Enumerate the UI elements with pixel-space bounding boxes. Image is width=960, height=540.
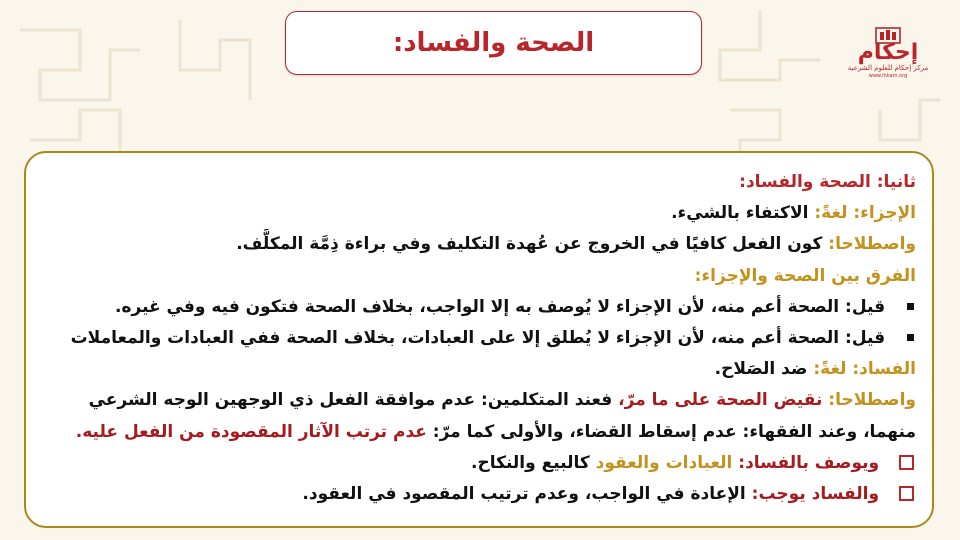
logo-name: إحكام — [857, 40, 919, 65]
bullet-item — [38, 292, 916, 323]
page-title: الصحة والفساد: — [392, 28, 595, 58]
content-panel — [24, 151, 934, 528]
fasad-istilah-highlight: نقيض الصحة على ما مرّ، — [618, 390, 823, 411]
fasad-lugha-label: الفساد: لغةً: — [813, 359, 916, 380]
ijza-lugha-line — [38, 198, 916, 229]
checkbox-icon — [899, 486, 914, 501]
fasad-istilah-line — [38, 385, 916, 416]
check-text: الإعادة في الواجب، وعدم ترتيب المقصود في العقود. — [302, 483, 746, 504]
ijza-lugha-label: الإجزاء: لغةً: — [814, 203, 916, 224]
check-label: ويوصف بالفساد: — [738, 452, 880, 473]
logo-url: www.ihkam.org — [868, 73, 908, 79]
fasad-continued-highlight: عدم ترتب الآثار المقصودة من الفعل عليه. — [75, 421, 427, 442]
ijza-istilah-text: كون الفعل كافيًا في الخروج عن عُهدة التكليف وفي براءة ذِمَّة المكلَّف. — [236, 234, 823, 255]
check-label: والفساد يوجب: — [751, 483, 880, 504]
fasad-lugha-text: ضد الصَلاح. — [714, 359, 808, 380]
check-item — [38, 479, 916, 510]
ihkam-logo — [838, 26, 938, 96]
fasad-continued-text: منهما، وعند الفقهاء: عدم إسقاط القضاء، والأولى كما مرّ: — [432, 421, 916, 442]
bullet-square-icon — [907, 303, 914, 310]
bullet-text: قيل: الصحة أعم منه، لأن الإجزاء لا يُطلق إلا على العبادات، بخلاف الصحة ففي العبادات والمعاملات — [70, 327, 886, 348]
title-box — [285, 11, 702, 75]
difference-heading: الفرق بين الصحة والإجزاء: — [694, 265, 916, 286]
fasad-lugha-line — [38, 354, 916, 385]
fasad-istilah-text: فعند المتكلمين: عدم موافقة الفعل ذي الوجهين الوجه الشرعي — [88, 390, 613, 411]
logo-subtitle: مركز إحكام للعلوم الشرعية — [847, 64, 929, 72]
ijza-lugha-text: الاكتفاء بالشيء. — [671, 203, 809, 224]
bullet-square-icon — [907, 334, 914, 341]
check-gold-text: العبادات والعقود — [595, 452, 733, 473]
check-text: كالبيع والنكاح. — [470, 452, 590, 473]
bullet-text: قيل: الصحة أعم منه، لأن الإجزاء لا يُوصف به إلا الواجب، بخلاف الصحة فتكون فيه وفي غيره. — [115, 296, 886, 317]
ijza-istilah-line — [38, 229, 916, 260]
ijza-istilah-label: واصطلاحا: — [828, 234, 916, 255]
section-heading: ثانيا: الصحة والفساد: — [739, 172, 916, 192]
fasad-istilah-label: واصطلاحا: — [828, 390, 916, 411]
check-item — [38, 448, 916, 479]
fasad-continued-line — [38, 417, 916, 448]
bullet-item — [38, 323, 916, 354]
checkbox-icon — [899, 455, 914, 470]
